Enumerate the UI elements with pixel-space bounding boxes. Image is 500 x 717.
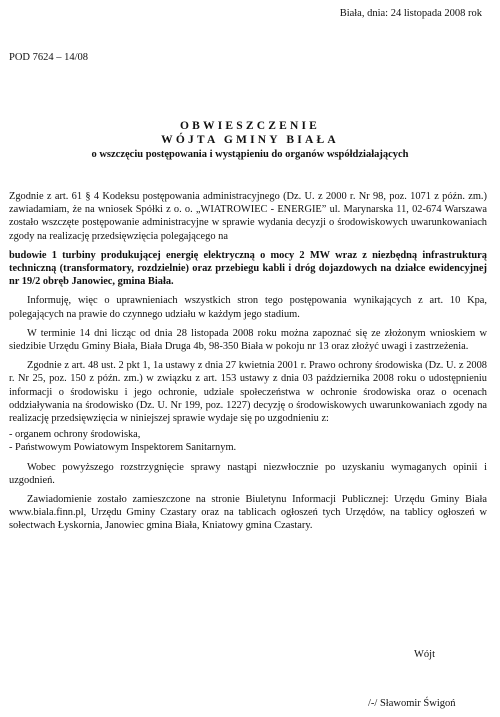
- paragraph-project: budowie 1 turbiny produkującej energię elektryczną o mocy 2 MW wraz z niezbędną infrastrukturą techniczną (transformatory, rozdzielnie) oraz przebiegu kabli i dróg dojazdowych na działce ewidencyjnej nr 19/2 obręb Janowiec, gmina Biała.: [9, 249, 487, 288]
- document-body: [9, 190, 487, 539]
- paragraph-deadline: W terminie 14 dni licząc od dnia 28 listopada 2008 roku można zapoznać się ze złożonym wnioskiem w siedzibie Urzędu Gminy Biała, Biała Druga 4b, 98-350 Biała w pokoju nr 13 oraz złożyć uwagi i zastrzeżenia.: [9, 327, 487, 353]
- paragraph-publication: Zawiadomienie zostało zamieszczone na stronie Biuletynu Informacji Publicznej: Urzędu Gminy Biała www.biala.finn.pl, Urzędu Gminy Czastary oraz na tablicach ogłoszeń tych Urzędów, na tablicy ogłoszeń w sołectwach Łyskornia, Janowiec gmina Biała, Kniatowy gmina Czastary.: [9, 494, 487, 532]
- title-subject: o wszczęciu postępowania i wystąpieniu do organów współdziałających: [91, 149, 409, 160]
- paragraph-resolution: Wobec powyższego rozstrzygnięcie sprawy nastąpi niezwłocznie po uzyskaniu wymaganych opinii i uzgodnień.: [9, 461, 487, 486]
- place-date: Biała, dnia: 24 listopada 2008 rok: [339, 8, 482, 19]
- title-line-2: WÓJTA GMINY BIAŁA: [161, 134, 339, 146]
- paragraph-consultation: Zgodnie z art. 48 ust. 2 pkt 1, 1a ustawy z dnia 27 kwietnia 2001 r. Prawo ochrony środowiska (Dz. U. z 2008 r. Nr 25, poz. 150 z późn. zm.) w związku z art. 153 ustawy z dnia 03 października 2008 roku o udostępnieniu informacji o środowisku i jego ochronie, udziale społeczeństwa w ochronie środowiska oraz o ocenach oddziaływania na środowisko (Dz. U. Nr 199, poz. 1227) decyzję o środowiskowych uwarunkowaniach zgody na realizację przedsięwzięcia w niniejszej sprawie wydaje się po uzgodnieniu z:: [9, 360, 487, 425]
- signature-role: Wójt: [414, 649, 435, 660]
- paragraph-legal-basis: Zgodnie z art. 61 § 4 Kodeksu postępowania administracyjnego (Dz. U. z 2000 r. Nr 98, poz. 1071 z późn. zm.) zawiadamiam, że na wniosek Spółki z o. o. „WIATROWIEC - ENERGIE” ul. Marynarska 11, 02-674 Warszawa zostało wszczęte postępowanie administracyjne w sprawie wydania decyzji o środowiskowych uwarunkowaniach zgody na realizację przedsięwzięcia polegającego na: [9, 191, 487, 242]
- list-item: - organem ochrony środowiska,: [9, 429, 141, 441]
- reference-number: POD 7624 – 14/08: [9, 52, 89, 63]
- signature-name: /-/ Sławomir Świgoń: [368, 698, 456, 709]
- title-line-1: OBWIESZCZENIE: [179, 120, 321, 132]
- paragraph-rights: Informuję, więc o uprawnieniach wszystkich stron tego postępowania wynikających z art. 10 Kpa, polegających na prawie do czynnego udziału w każdym jego stadium.: [9, 295, 487, 320]
- list-item: - Państwowym Powiatowym Inspektorem Sanitarnym.: [9, 442, 237, 454]
